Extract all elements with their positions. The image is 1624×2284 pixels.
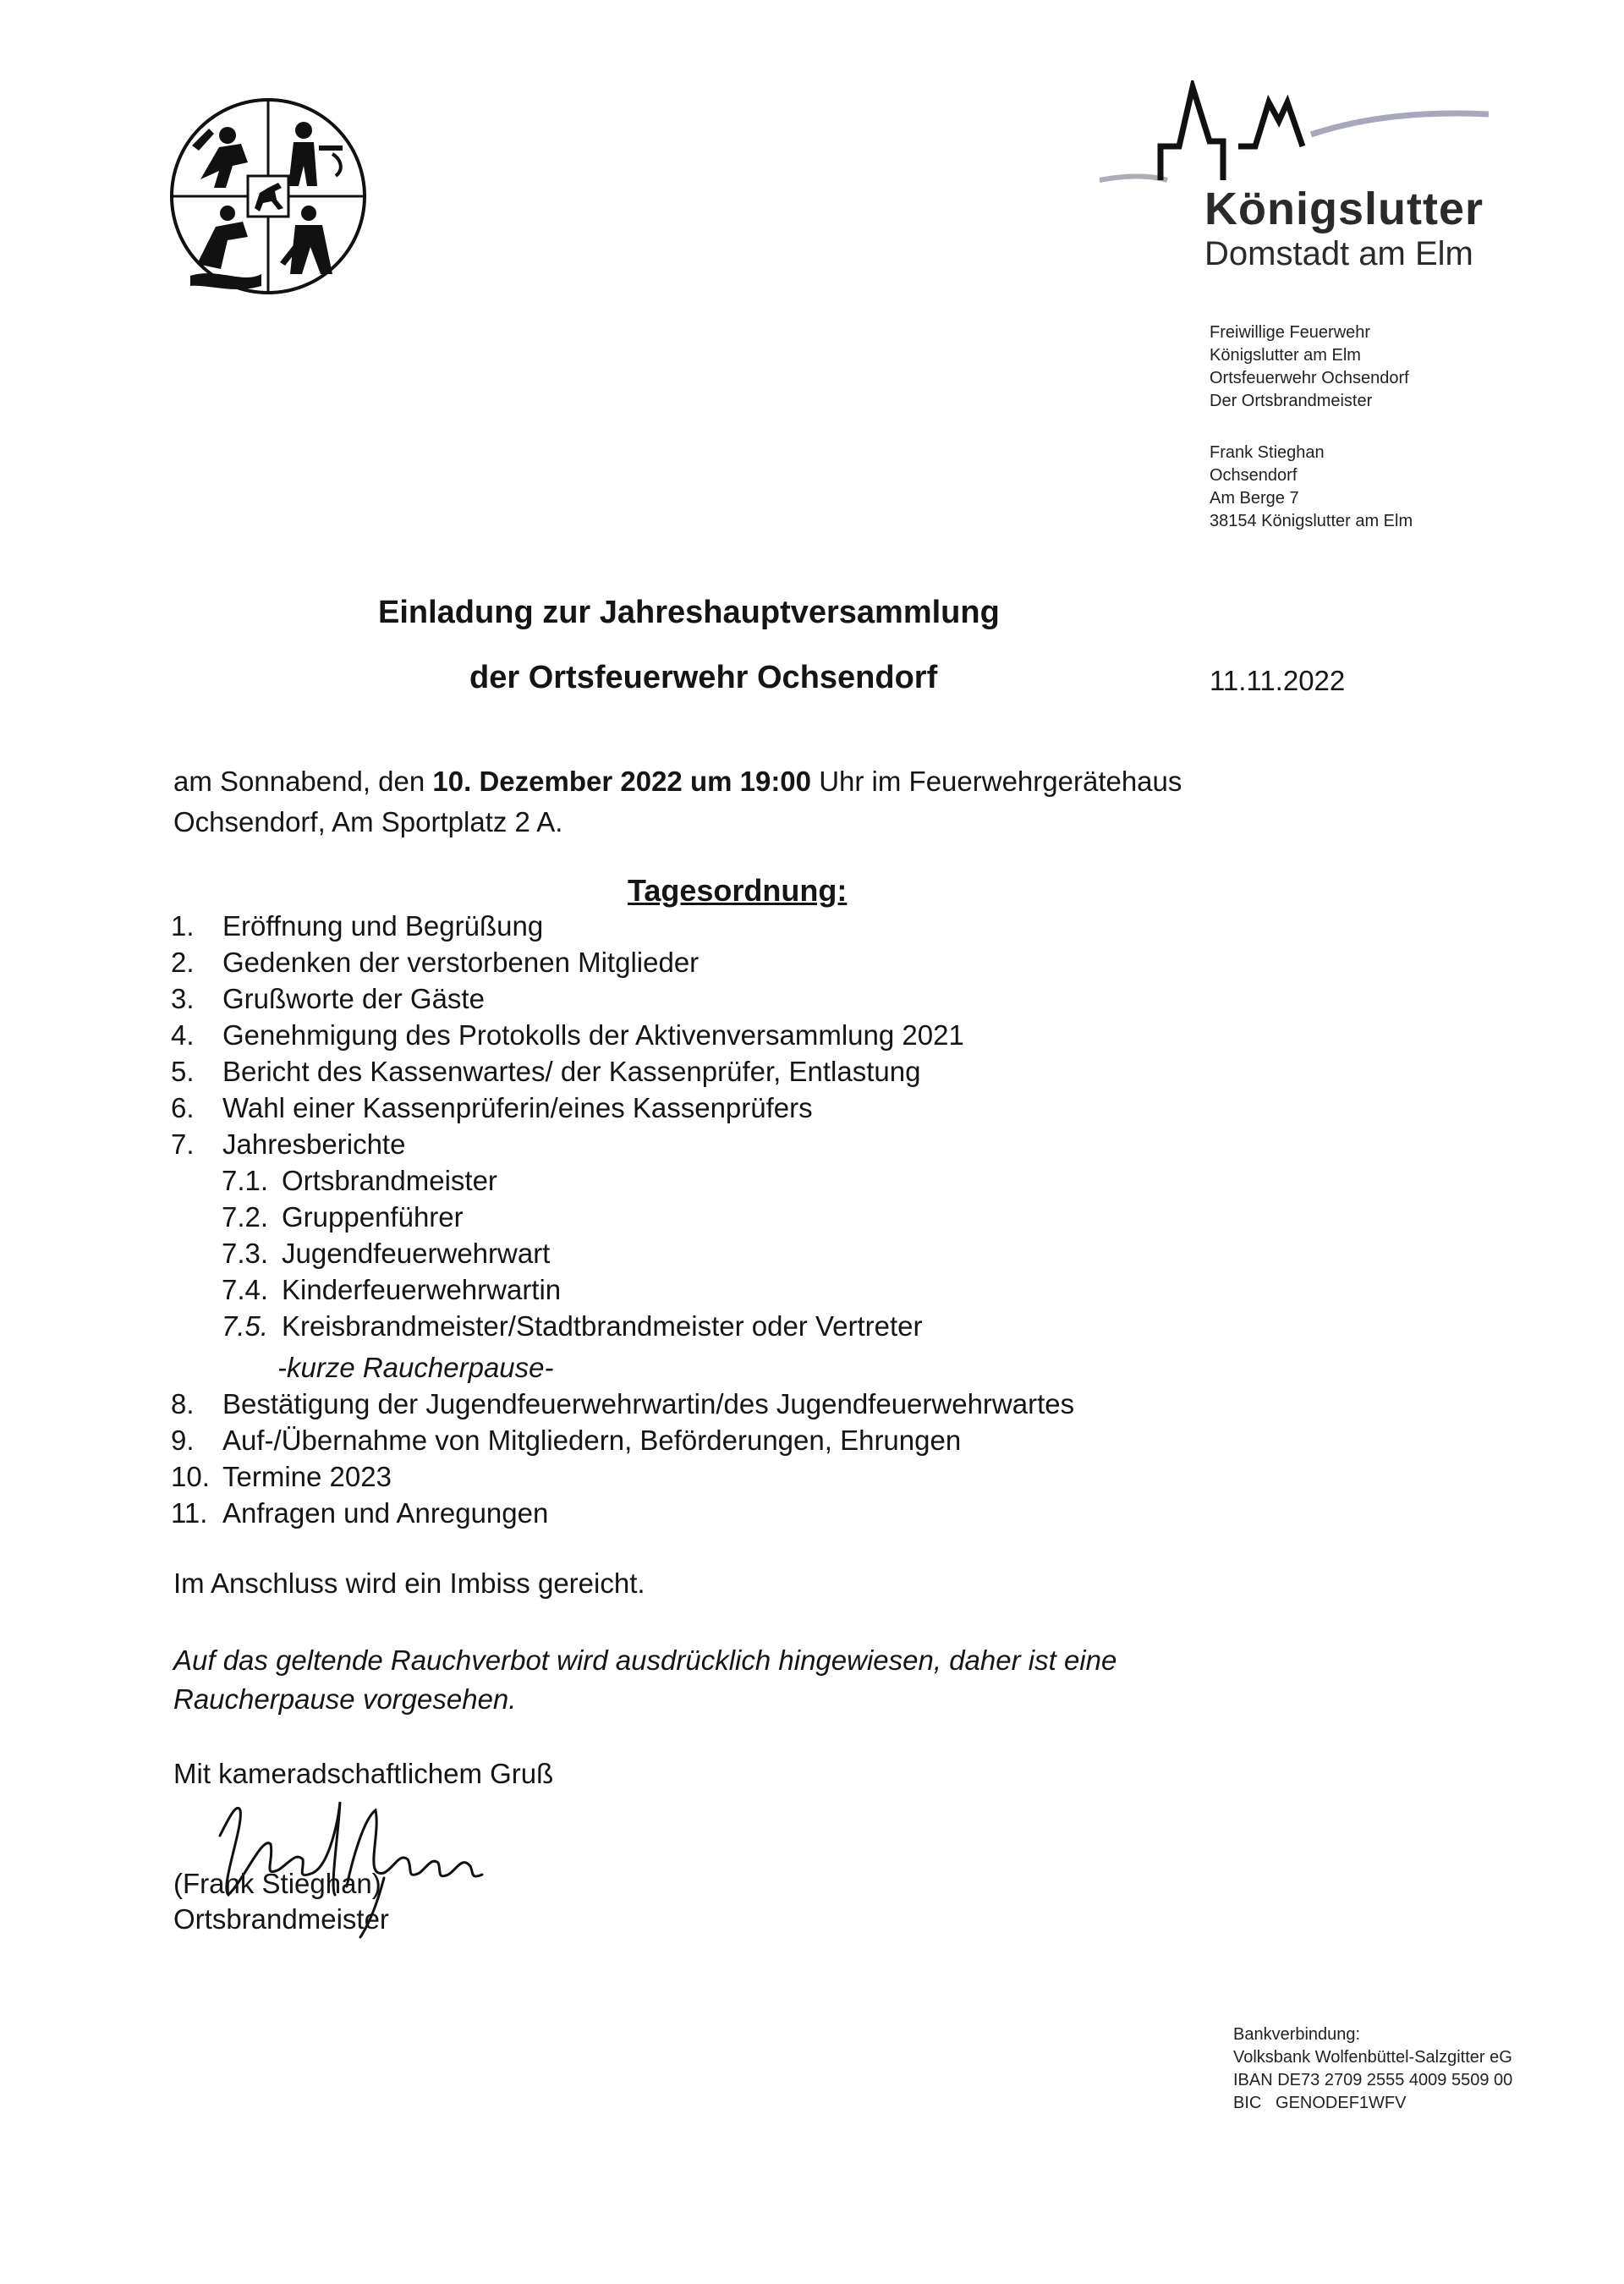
bank-iban: IBAN DE73 2709 2555 4009 5509 00 bbox=[1233, 2071, 1513, 2089]
document-title-line-2: der Ortsfeuerwehr Ochsendorf bbox=[469, 660, 938, 695]
city-logo-name: Königslutter bbox=[1204, 184, 1484, 234]
bank-details bbox=[1233, 2023, 1512, 2115]
bank-heading: Bankverbindung: bbox=[1233, 2025, 1361, 2044]
sender-line: Am Berge 7 bbox=[1210, 489, 1299, 508]
sender-line: Königslutter am Elm bbox=[1210, 346, 1361, 365]
snack-note: Im Anschluss wird ein Imbiss gereicht. bbox=[173, 1568, 645, 1599]
bank-bic: BIC GENODEF1WFV bbox=[1233, 2094, 1407, 2112]
sender-line: Der Ortsbrandmeister bbox=[1210, 392, 1373, 410]
sender-line: Frank Stieghan bbox=[1210, 443, 1325, 462]
smoking-ban-notice: Auf das geltende Rauchverbot wird ausdrücklich hingewiesen, daher ist eine Raucherpause vorgesehen. bbox=[173, 1644, 1117, 1715]
city-logo-subtitle: Domstadt am Elm bbox=[1204, 235, 1473, 272]
closing-greeting: Mit kameradschaftlichem Gruß bbox=[173, 1758, 554, 1789]
signer-role: Ortsbrandmeister bbox=[173, 1903, 389, 1935]
agenda-heading: Tagesordnung: bbox=[628, 873, 848, 908]
fire-brigade-seal-icon bbox=[167, 95, 370, 298]
sender-organization bbox=[1210, 321, 1409, 413]
document-date: 11.11.2022 bbox=[1210, 665, 1346, 696]
sender-line: Ochsendorf bbox=[1210, 466, 1298, 485]
sender-line: Freiwillige Feuerwehr bbox=[1210, 323, 1371, 342]
meeting-details-line-2: Ochsendorf, Am Sportplatz 2 A. bbox=[173, 806, 563, 837]
meeting-details bbox=[173, 761, 1182, 843]
document-title-line-1: Einladung zur Jahreshauptversammlung bbox=[378, 595, 1000, 630]
sender-address bbox=[1210, 442, 1413, 533]
smoking-break-note: -kurze Raucherpause- bbox=[277, 1352, 554, 1383]
meeting-details-line-1: am Sonnabend, den 10. Dezember 2022 um 19:00 Uhr im Feuerwehrgerätehaus bbox=[173, 766, 1182, 797]
bank-name: Volksbank Wolfenbüttel-Salzgitter eG bbox=[1233, 2048, 1512, 2067]
sender-line: Ortsfeuerwehr Ochsendorf bbox=[1210, 369, 1409, 387]
sender-line: 38154 Königslutter am Elm bbox=[1210, 512, 1413, 530]
meeting-datetime: 10. Dezember 2022 um 19:00 bbox=[432, 766, 812, 797]
signer-name: (Frank Stieghan) bbox=[173, 1868, 381, 1899]
cathedral-outline-logo-icon bbox=[1100, 80, 1489, 195]
